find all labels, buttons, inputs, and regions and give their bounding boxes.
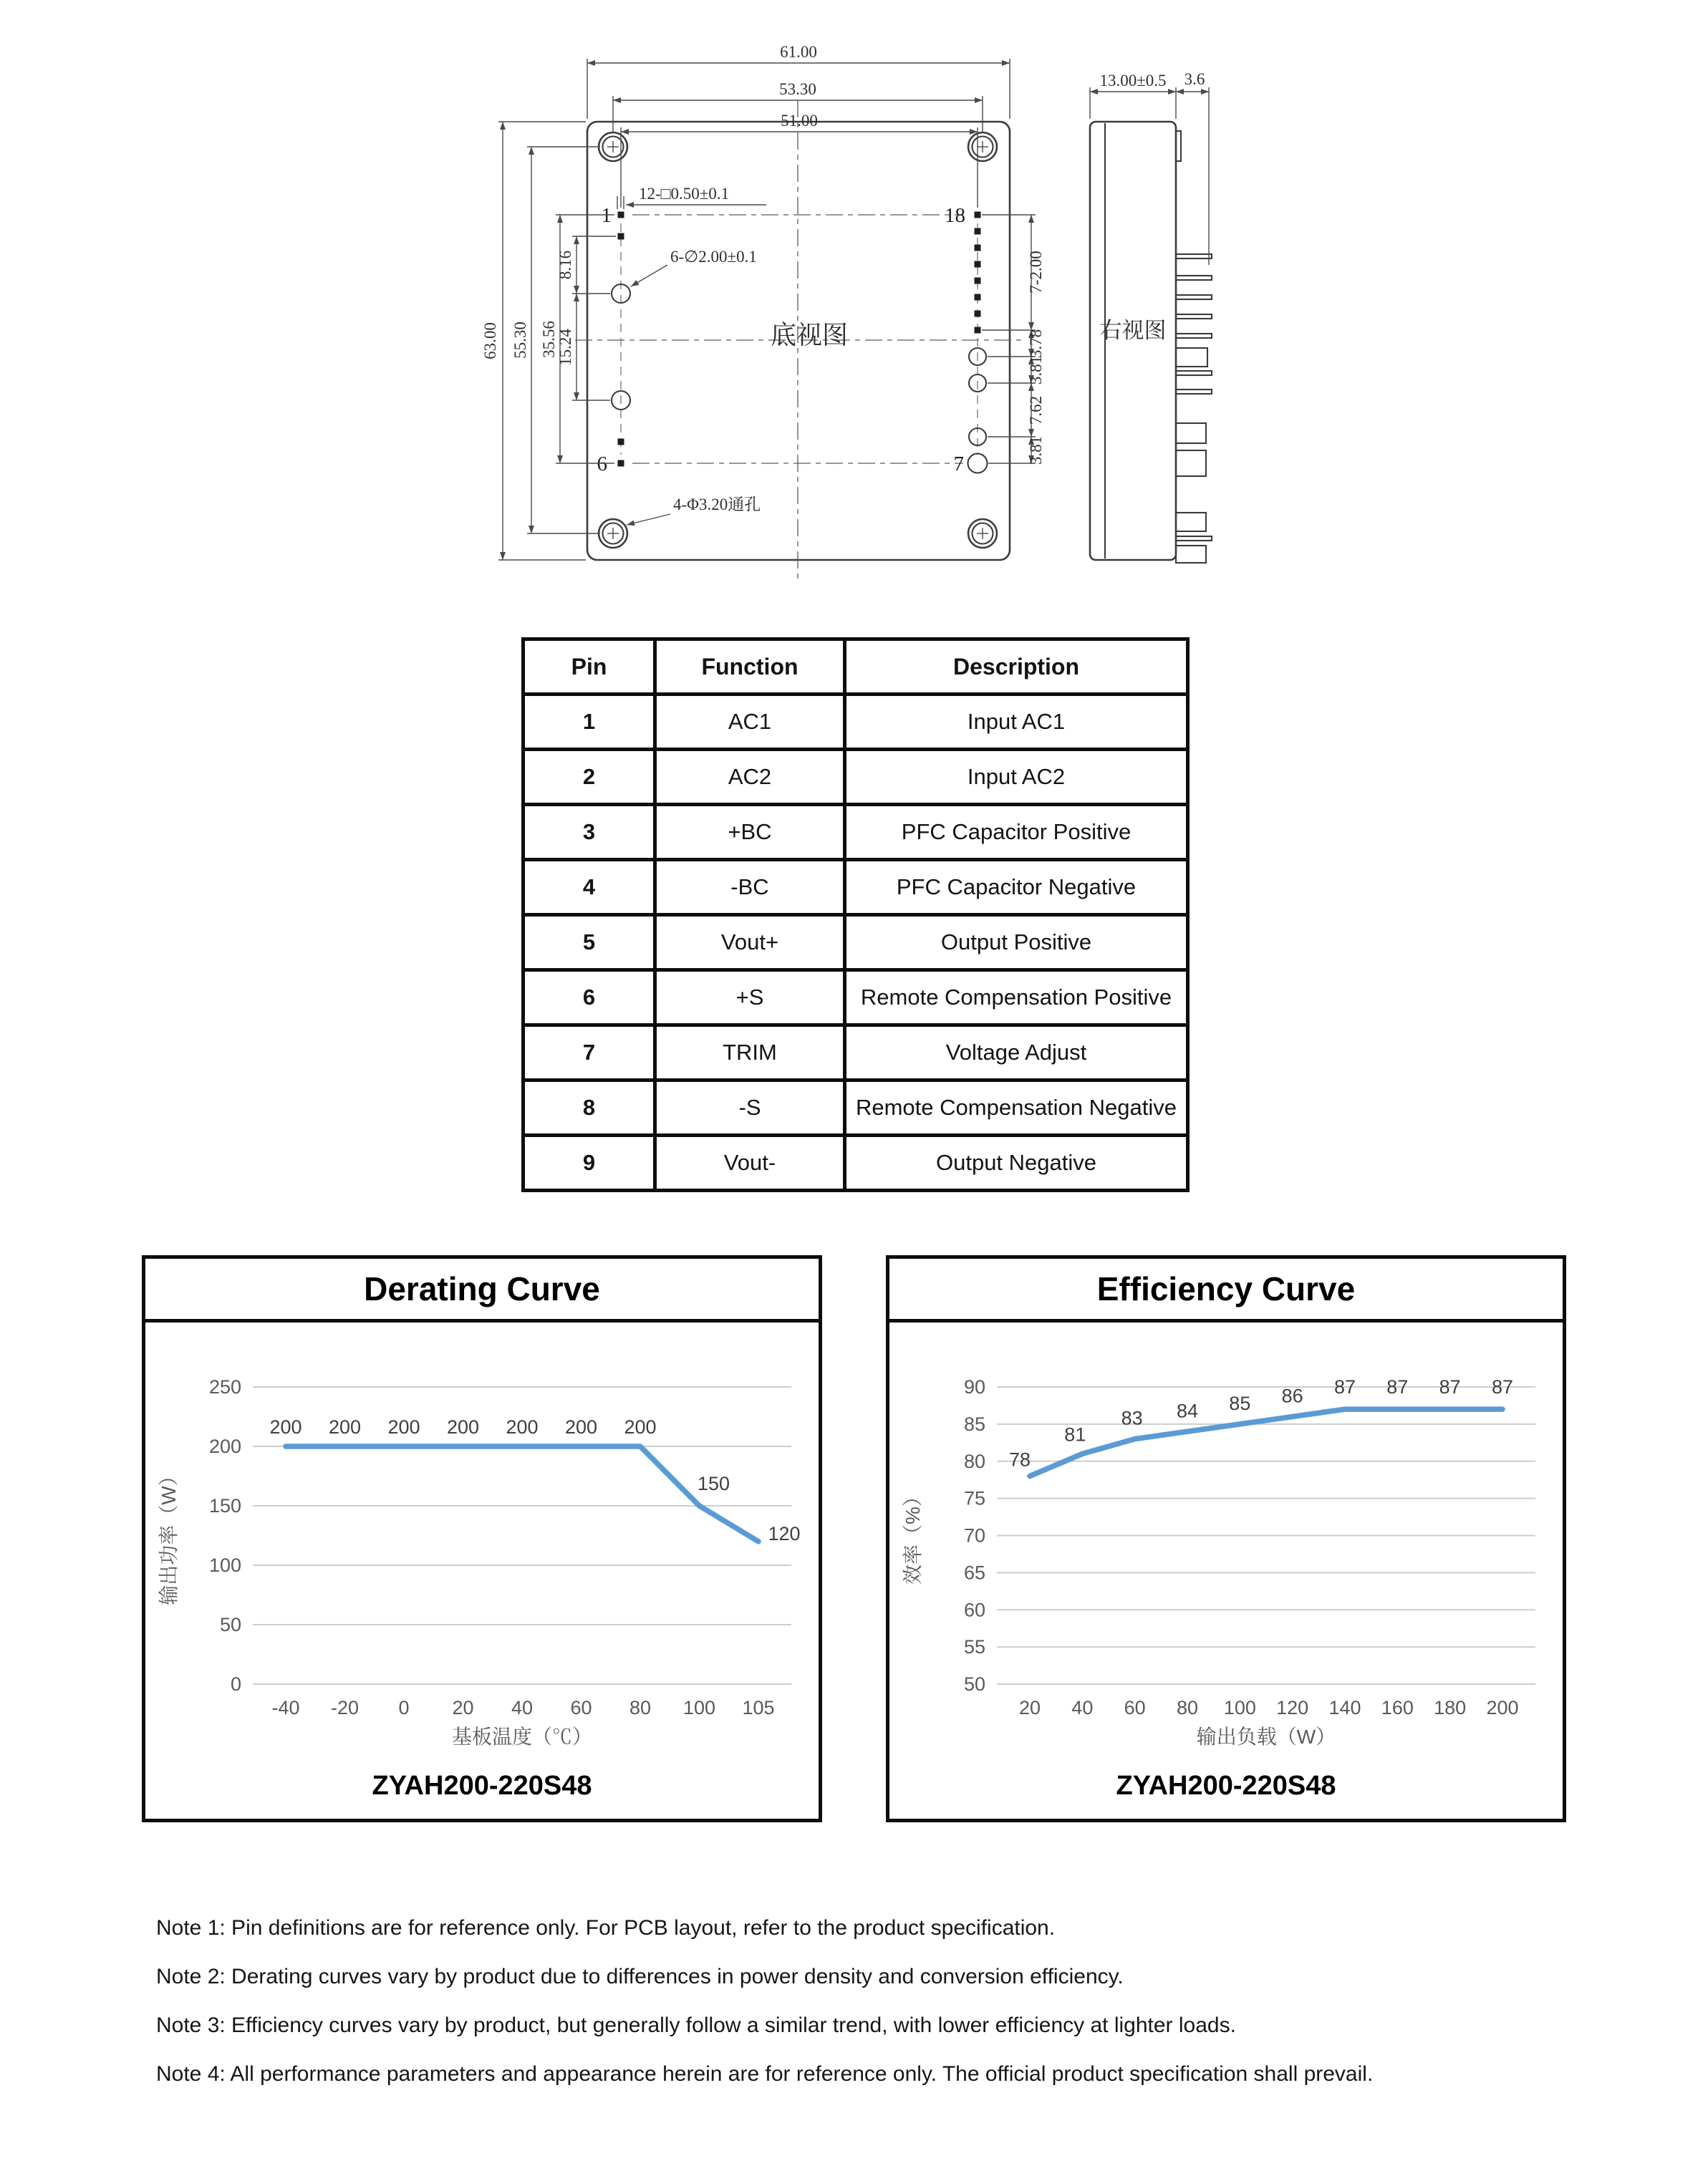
x-tick-label: 100 [1223, 1697, 1256, 1718]
dim-7-200: 7-2.00 [1027, 251, 1045, 294]
y-axis-title: 效率（%） [902, 1486, 924, 1585]
data-label: 78 [1008, 1449, 1031, 1471]
pin-cell: 1 [524, 695, 655, 750]
series-line [286, 1446, 758, 1542]
pin-cell: 8 [524, 1080, 655, 1136]
function-cell: +BC [655, 805, 845, 860]
y-tick-label: 50 [219, 1614, 241, 1635]
function-cell: TRIM [655, 1025, 845, 1080]
description-cell: PFC Capacitor Negative [845, 860, 1188, 915]
efficiency-chart [889, 1323, 1563, 1759]
function-cell: +S [655, 970, 845, 1025]
y-tick-label: 65 [963, 1562, 985, 1584]
derating-chart-title: Derating Curve [145, 1259, 819, 1323]
y-tick-label: 250 [208, 1376, 241, 1398]
note-2: Note 2: Derating curves vary by product due to differences in power density and conversion efficiency. [156, 1965, 1124, 1988]
pin-18-label: 18 [945, 204, 965, 227]
x-tick-label: -40 [271, 1697, 300, 1718]
y-tick-label: 85 [963, 1413, 985, 1435]
y-tick-label: 200 [208, 1436, 241, 1457]
data-label: 87 [1491, 1376, 1514, 1398]
pin-function-table [521, 637, 1190, 1192]
x-tick-label: 120 [1276, 1697, 1309, 1718]
x-tick-label: 20 [452, 1697, 474, 1718]
description-cell: Remote Compensation Positive [845, 970, 1188, 1025]
y-tick-label: 90 [963, 1376, 985, 1398]
efficiency-curve-panel [886, 1255, 1566, 1822]
data-label: 200 [387, 1416, 420, 1438]
function-cell: -BC [655, 860, 845, 915]
x-tick-label: 60 [570, 1697, 592, 1718]
x-tick-label: 160 [1381, 1697, 1414, 1718]
annotation-square-pins: 12-□0.50±0.1 [639, 185, 730, 203]
annotation-through-holes: 4-Φ3.20通孔 [673, 495, 761, 513]
dim-53: 53.30 [779, 80, 816, 98]
mechanical-drawing [458, 29, 1282, 594]
description-cell: Remote Compensation Negative [845, 1080, 1188, 1136]
series-line [1030, 1409, 1502, 1476]
table-row [524, 970, 1188, 1025]
x-axis-title: 基板温度（℃） [451, 1726, 593, 1748]
pin-1-label: 1 [601, 204, 612, 227]
top-dimensions [587, 43, 1010, 208]
description-cell: Output Positive [845, 915, 1188, 970]
data-label: 200 [446, 1416, 480, 1438]
y-tick-label: 80 [963, 1450, 985, 1472]
table-row [524, 750, 1188, 805]
pin-cell: 6 [524, 970, 655, 1025]
data-label: 85 [1229, 1392, 1251, 1414]
data-label: 86 [1281, 1385, 1303, 1407]
derating-chart-caption: ZYAH200-220S48 [372, 1771, 592, 1801]
x-tick-label: 60 [1124, 1697, 1146, 1718]
right-view [1090, 70, 1212, 563]
y-tick-label: 50 [963, 1673, 985, 1695]
dim-8-16: 8.16 [556, 250, 574, 280]
pin-cell: 3 [524, 805, 655, 860]
header-function: Function [655, 639, 845, 695]
note-3: Note 3: Efficiency curves vary by product, but generally follow a similar trend, with lower efficiency at lighter loads. [156, 2013, 1236, 2037]
y-tick-label: 60 [963, 1599, 985, 1621]
function-cell: AC2 [655, 750, 845, 805]
x-tick-label: 200 [1486, 1697, 1519, 1718]
note-1: Note 1: Pin definitions are for reference only. For PCB layout, refer to the product specification. [156, 1916, 1056, 1940]
data-label: 84 [1176, 1400, 1199, 1422]
table-row [524, 860, 1188, 915]
y-tick-label: 100 [208, 1554, 241, 1576]
annotations [617, 185, 766, 525]
pin-cell: 7 [524, 1025, 655, 1080]
x-tick-label: 40 [511, 1697, 534, 1718]
header-description: Description [845, 639, 1188, 695]
x-tick-label: 105 [742, 1697, 775, 1718]
pin-6-label: 6 [597, 453, 607, 475]
description-cell: Voltage Adjust [845, 1025, 1188, 1080]
efficiency-chart-caption: ZYAH200-220S48 [1116, 1771, 1336, 1801]
dim-51: 51.00 [781, 112, 818, 130]
dim-15-24: 15.24 [556, 329, 574, 366]
y-tick-label: 0 [230, 1673, 241, 1695]
function-cell: Vout- [655, 1136, 845, 1191]
table-row [524, 1025, 1188, 1080]
dim-381a: 3.81 [1027, 355, 1045, 385]
dim-35: 35.56 [540, 321, 558, 358]
derating-chart [145, 1323, 819, 1759]
right-view-pins [1176, 254, 1212, 563]
table-row [524, 915, 1188, 970]
data-label: 200 [506, 1416, 539, 1438]
dim-762: 7.62 [1027, 395, 1045, 425]
dim-13: 13.00±0.5 [1099, 72, 1167, 90]
y-tick-label: 150 [208, 1495, 241, 1517]
dim-3-6: 3.6 [1184, 70, 1205, 88]
data-label: 200 [564, 1416, 598, 1438]
description-cell: Input AC2 [845, 750, 1188, 805]
x-tick-label: 140 [1328, 1697, 1361, 1718]
table-row [524, 805, 1188, 860]
data-label: 200 [328, 1416, 362, 1438]
data-label: 87 [1386, 1376, 1409, 1398]
table-row [524, 695, 1188, 750]
data-label: 87 [1333, 1376, 1356, 1398]
dim-381b: 3.81 [1027, 435, 1045, 465]
derating-curve-panel [142, 1255, 822, 1822]
pin-7-label: 7 [953, 453, 964, 475]
pin-cell: 2 [524, 750, 655, 805]
table-row [524, 1080, 1188, 1136]
dim-63: 63.00 [481, 322, 499, 359]
data-label: 120 [768, 1522, 801, 1544]
y-tick-label: 55 [963, 1636, 985, 1658]
x-axis-title: 输出负载（W） [1196, 1726, 1336, 1748]
right-view-title: 右视图 [1099, 318, 1167, 343]
x-tick-label: 80 [629, 1697, 652, 1718]
description-cell: Input AC1 [845, 695, 1188, 750]
bottom-view [481, 43, 1045, 581]
function-cell: Vout+ [655, 915, 845, 970]
x-tick-label: 20 [1018, 1697, 1041, 1718]
data-label: 87 [1439, 1376, 1461, 1398]
data-label: 150 [697, 1473, 730, 1494]
right-dimensions [982, 215, 1045, 465]
bottom-view-title: 底视图 [770, 321, 849, 349]
y-axis-title: 输出功率（W） [158, 1466, 180, 1605]
data-label: 83 [1121, 1407, 1143, 1429]
x-tick-label: 80 [1176, 1697, 1199, 1718]
annotation-round-holes: 6-∅2.00±0.1 [670, 248, 757, 266]
dim-378: 3.78 [1027, 329, 1045, 359]
header-pin: Pin [524, 639, 655, 695]
pin-cell: 9 [524, 1136, 655, 1191]
pin-cell: 4 [524, 860, 655, 915]
function-cell: -S [655, 1080, 845, 1136]
function-cell: AC1 [655, 695, 845, 750]
efficiency-chart-title: Efficiency Curve [889, 1259, 1563, 1323]
x-tick-label: -20 [330, 1697, 360, 1718]
data-label: 81 [1064, 1423, 1086, 1446]
y-tick-label: 75 [963, 1487, 985, 1509]
x-tick-label: 0 [398, 1697, 410, 1718]
description-cell: Output Negative [845, 1136, 1188, 1191]
data-label: 200 [269, 1416, 302, 1438]
note-4: Note 4: All performance parameters and appearance herein are for reference only. The official product specification shall prevail. [156, 2062, 1374, 2086]
y-tick-label: 70 [963, 1524, 985, 1547]
x-tick-label: 180 [1434, 1697, 1467, 1718]
data-label: 200 [624, 1416, 657, 1438]
description-cell: PFC Capacitor Positive [845, 805, 1188, 860]
dim-61: 61.00 [780, 43, 817, 61]
x-tick-label: 100 [682, 1697, 716, 1718]
table-row [524, 1136, 1188, 1191]
table-header-row [524, 639, 1188, 695]
left-dimensions [481, 122, 616, 560]
pin-cell: 5 [524, 915, 655, 970]
x-tick-label: 40 [1071, 1697, 1094, 1718]
dim-55: 55.30 [511, 321, 529, 359]
